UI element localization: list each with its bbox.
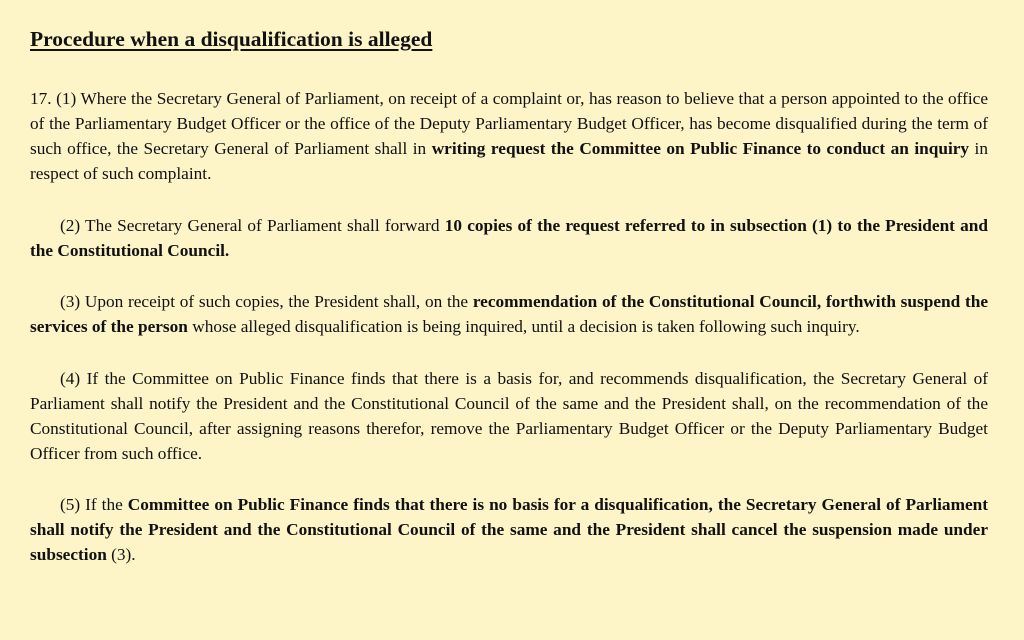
subsection-5-text-end: (3). <box>106 545 136 564</box>
subsection-5-bold-text: Committee on Public Finance finds that there is no basis for a disqualification, the Secretary General of Parliament shall notify the President and the Constitutional Council of the same and the President shall cancel the suspension made under subsection <box>30 495 988 564</box>
subsection-2-text: (2) The Secretary General of Parliament shall forward <box>60 215 445 235</box>
subsection-1-text: 17. (1) Where the Secretary General of Parliament, on receipt of a complaint or, has reason to believe that a person appointed to the office of the Parliamentary Budget Officer or the office of the Deputy Parliamentary Budget Officer, has become disqualified during the term of such office, the Secretary General of Parliament shall in <box>30 89 988 158</box>
subsection-4 <box>30 366 988 466</box>
subsection-1 <box>30 86 988 186</box>
subsection-3-bold-text: recommendation of the Constitutional Council, forthwith suspend the services of the person <box>30 292 989 336</box>
subsection-3-text: (3) Upon receipt of such copies, the President shall, on the <box>60 292 473 311</box>
subsection-5 <box>30 492 988 567</box>
subsection-3 <box>30 289 988 339</box>
subsection-2 <box>30 213 988 263</box>
subsection-5-text: (5) If the <box>60 495 128 514</box>
subsection-1-text-end: in respect of such complaint. <box>30 139 988 183</box>
subsection-4-text: (4) If the Committee on Public Finance finds that there is a basis for, and recommends disqualification, the Secretary General of Parliament shall notify the President and the Constitutional Council of the same and the President shall, on the recommendation of the Constitutional Council, after assigning reasons therefor, remove the Parliamentary Budget Officer or the Deputy Parliamentary Budget Officer from such office. <box>30 368 988 463</box>
subsection-3-text-end: whose alleged disqualification is being inquired, until a decision is taken following such inquiry. <box>187 317 860 336</box>
subsection-2-bold-text: 10 copies of the request referred to in subsection (1) to the President and the Constitutional Council. <box>30 215 988 260</box>
section-heading: Procedure when a disqualification is alleged <box>30 27 433 51</box>
subsection-1-bold-text: writing request the Committee on Public Finance to conduct an inquiry <box>431 139 970 158</box>
